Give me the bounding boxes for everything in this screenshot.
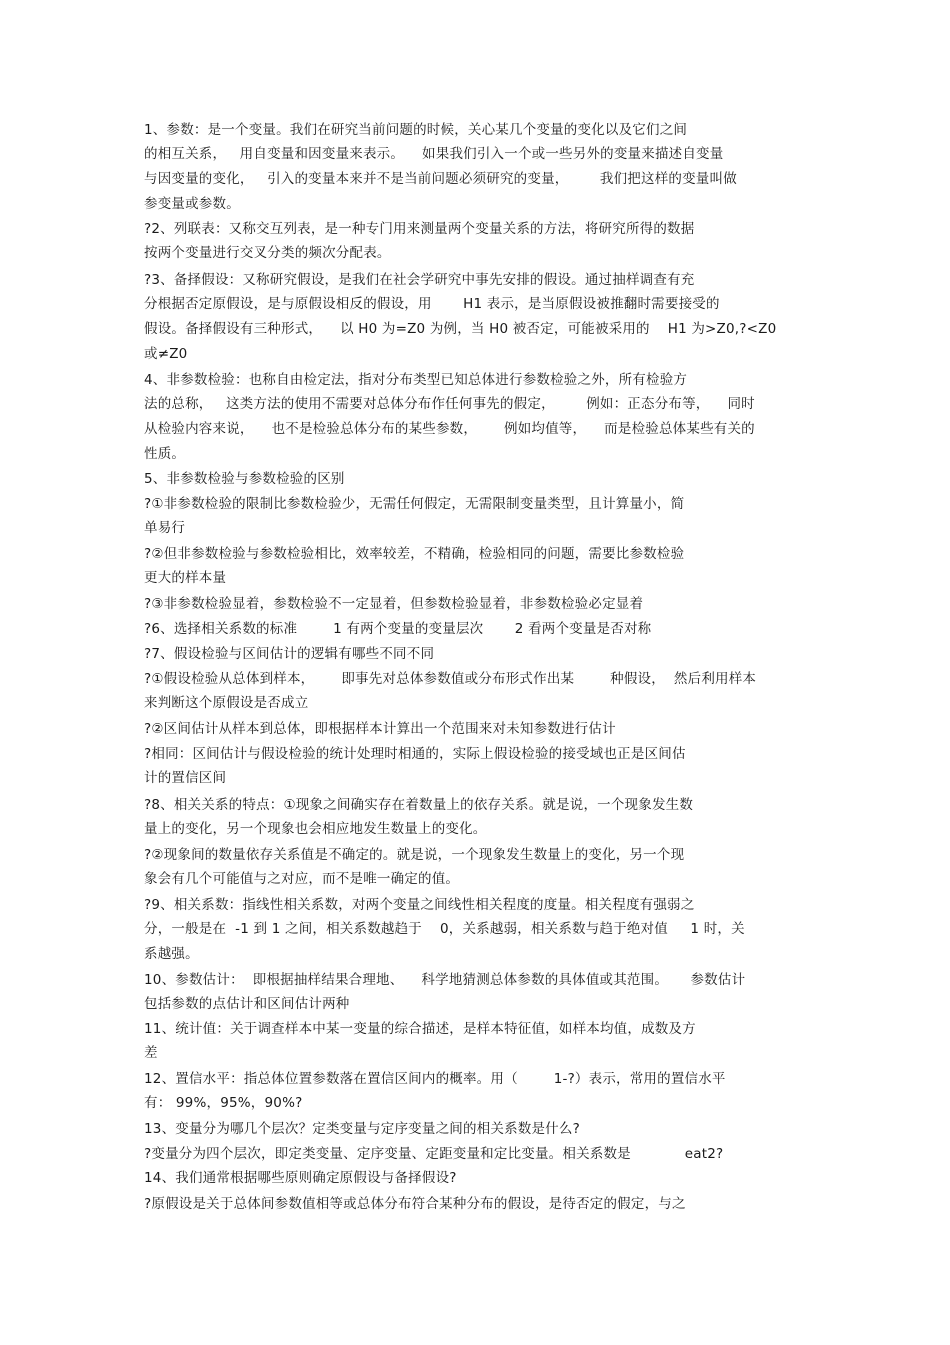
text-line: ?7、假设检验与区间估计的逻辑有哪些不同不同 xyxy=(144,646,435,662)
text-line: 量上的变化，另一个现象也会相应地发生数量上的变化。 xyxy=(144,821,487,837)
text-line: 参变量或参数。 xyxy=(144,196,240,212)
text-line: ?②区间估计从样本到总体，即根据样本计算出一个范围来对未知参数进行估计 xyxy=(144,721,616,737)
text-line: 5、非参数检验与参数检验的区别 xyxy=(144,471,345,487)
text-line: ?①假设检验从总体到样本， 即事先对总体参数值或分布形式作出某 种假设， 然后利用样本 xyxy=(144,671,757,687)
text-line: ?6、选择相关系数的标准 1 有两个变量的变量层次 2 看两个变量是否对称 xyxy=(144,621,652,637)
text-line: 系越强。 xyxy=(144,946,199,962)
text-line: 12、置信水平：指总体位置参数落在置信区间内的概率。用（ 1-?）表示，常用的置信水平 xyxy=(144,1071,726,1087)
text-line: 计的置信区间 xyxy=(144,770,227,786)
text-line: ?②现象间的数量依存关系值是不确定的。就是说，一个现象发生数量上的变化，另一个现 xyxy=(144,847,685,863)
text-line: 差 xyxy=(144,1045,158,1061)
text-line: 14、我们通常根据哪些原则确定原假设与备择假设? xyxy=(144,1170,457,1186)
text-line: 更大的样本量 xyxy=(144,570,227,586)
text-line: ?3、备择假设：又称研究假设，是我们在社会学研究中事先安排的假设。通过抽样调查有充 xyxy=(144,272,695,288)
text-line: 1、参数：是一个变量。我们在研究当前问题的时候，关心某几个变量的变化以及它们之间 xyxy=(144,122,688,138)
text-line: 分根据否定原假设，是与原假设相反的假设，用 H1 表示，是当原假设被推翻时需要接受的 xyxy=(144,296,720,312)
text-line: 单易行 xyxy=(144,520,186,536)
text-line: 假设。备择假设有三种形式， 以 H0 为=Z0 为例，当 H0 被否定，可能被采用的 H1 为>Z0,?<Z0 xyxy=(144,321,777,337)
text-line: ?②但非参数检验与参数检验相比，效率较差，不精确，检验相同的问题，需要比参数检验 xyxy=(144,546,685,562)
text-line: ?8、相关关系的特点：①现象之间确实存在着数量上的依存关系。就是说，一个现象发生数 xyxy=(144,797,694,813)
text-line: ?9、相关系数：指线性相关系数，对两个变量之间线性相关程度的度量。相关程度有强弱之 xyxy=(144,897,695,913)
text-line: ?①非参数检验的限制比参数检验少，无需任何假定，无需限制变量类型，且计算量小，简 xyxy=(144,496,685,512)
text-line: ?原假设是关于总体间参数值相等或总体分布符合某种分布的假设，是待否定的假定，与之 xyxy=(144,1196,686,1212)
text-line: 按两个变量进行交叉分类的频次分配表。 xyxy=(144,245,391,261)
text-line: 包括参数的点估计和区间估计两种 xyxy=(144,996,350,1012)
text-line: 从检验内容来说， 也不是检验总体分布的某些参数， 例如均值等， 而是检验总体某些有关的 xyxy=(144,421,755,437)
text-line: 法的总称， 这类方法的使用不需要对总体分布作任何事先的假定， 例如：正态分布等， 同时 xyxy=(144,396,755,412)
text-line: 或≠Z0 xyxy=(144,346,188,362)
text-line: 11、统计值：关于调查样本中某一变量的综合描述，是样本特征值，如样本均值，成数及方 xyxy=(144,1021,696,1037)
text-line: 13、变量分为哪几个层次？定类变量与定序变量之间的相关系数是什么? xyxy=(144,1121,580,1137)
text-line: 来判断这个原假设是否成立 xyxy=(144,695,309,711)
text-line: 象会有几个可能值与之对应，而不是唯一确定的值。 xyxy=(144,871,460,887)
text-line: ?变量分为四个层次，即定类变量、定序变量、定距变量和定比变量。相关系数是 eat2? xyxy=(144,1146,724,1162)
text-line: 10、参数估计： 即根据抽样结果合理地、 科学地猜测总体参数的具体值或其范围。 参数估计 xyxy=(144,972,746,988)
text-line: ?相同：区间估计与假设检验的统计处理时相通的，实际上假设检验的接受域也正是区间估 xyxy=(144,746,686,762)
text-line: 有： 99%，95%，90%? xyxy=(144,1095,303,1111)
text-line: 分，一般是在 -1 到 1 之间，相关系数越趋于 0，关系越弱，相关系数与趋于绝对值 1 时，关 xyxy=(144,921,745,937)
text-line: 4、非参数检验：也称自由检定法，指对分布类型已知总体进行参数检验之外，所有检验方 xyxy=(144,372,688,388)
text-line: ?2、列联表：又称交互列表，是一种专门用来测量两个变量关系的方法，将研究所得的数据 xyxy=(144,221,695,237)
text-line: 的相互关系， 用自变量和因变量来表示。 如果我们引入一个或一些另外的变量来描述自变量 xyxy=(144,146,724,162)
text-line: 与因变量的变化， 引入的变量本来并不是当前问题必须研究的变量， 我们把这样的变量叫做 xyxy=(144,171,737,187)
text-line: 性质。 xyxy=(144,446,186,462)
text-line: ?③非参数检验显着，参数检验不一定显着，但参数检验显着，非参数检验必定显着 xyxy=(144,596,644,612)
